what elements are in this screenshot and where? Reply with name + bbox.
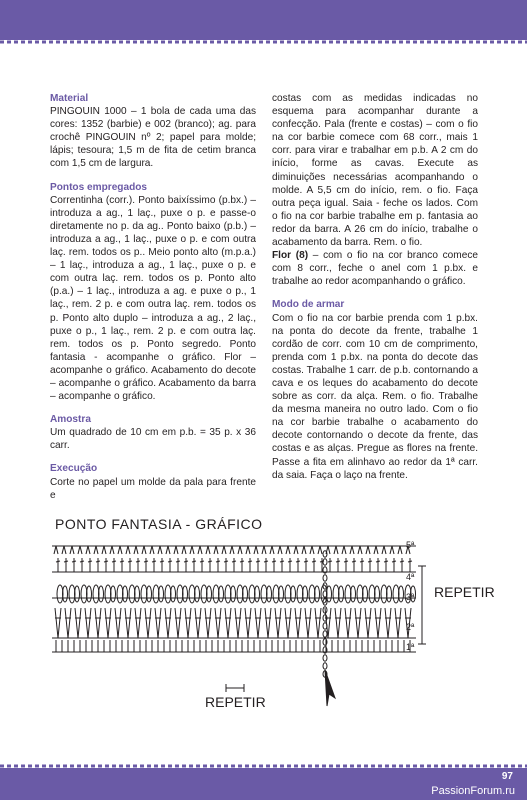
fan-stitch [342,546,344,554]
pontos-heading: Pontos empregados [50,181,148,193]
stitch-bar [328,561,332,562]
v-stitch [165,608,168,638]
fan-stitch [320,546,322,554]
fan-stitch [278,546,280,554]
fan-stitch [232,546,234,554]
fan-stitch [224,546,226,554]
row-label: 2ª [406,622,415,632]
chain-stitch [323,575,327,581]
stitch-bar [296,561,300,562]
chain-stitch [323,559,327,565]
fan-stitch [270,546,272,554]
v-stitch [138,608,141,638]
row-label: 4ª [406,572,415,582]
v-stitch [98,608,101,638]
fan-stitch [62,546,64,554]
fan-stitch [214,546,216,554]
fan-stitch [374,546,376,554]
v-stitch [75,608,78,638]
v-stitch [105,608,108,638]
fan-stitch [262,546,264,554]
v-stitch [58,608,61,638]
v-stitch [285,608,288,638]
v-stitch [185,608,188,638]
v-stitch [345,608,348,638]
stitch-bar [272,561,276,562]
v-stitch [268,608,271,638]
fan-stitch [142,546,144,554]
v-stitch [228,608,231,638]
material-heading: Material [50,93,89,104]
arrow-marker [325,670,335,706]
v-stitch [55,608,58,638]
fan-stitch [382,546,384,554]
v-stitch [145,608,148,638]
stitch-bar [240,561,244,562]
chain-stitch [323,655,327,661]
fan-stitch [310,546,312,554]
stitch-bar [216,561,220,562]
v-stitch [198,608,201,638]
v-stitch [188,608,191,638]
top-band [0,0,527,40]
fan-stitch [80,546,82,554]
stitch-bar [360,561,364,562]
stitch-bar [88,561,92,562]
row-label: 3ª [406,592,415,602]
v-stitch [85,608,88,638]
v-stitch [385,608,388,638]
fan-stitch [384,546,386,554]
v-stitch [305,608,308,638]
stitch-bar [152,561,156,562]
stitch-bar [248,561,252,562]
fan-stitch [318,546,320,554]
fan-stitch [70,546,72,554]
repeat-label-bottom: REPETIR [205,694,266,710]
chain-stitch [323,631,327,637]
v-stitch [235,608,238,638]
v-stitch [288,608,291,638]
fan-stitch [102,546,104,554]
v-stitch [265,608,268,638]
v-stitch [218,608,221,638]
fan-stitch [248,546,250,554]
fan-stitch [352,546,354,554]
fan-stitch [184,546,186,554]
fan-stitch [358,546,360,554]
fan-stitch [256,546,258,554]
v-stitch [158,608,161,638]
fan-stitch [64,546,66,554]
stitch-bar [192,561,196,562]
v-stitch [378,608,381,638]
stitch-bar [352,561,356,562]
stitch-bar [224,561,228,562]
v-stitch [318,608,321,638]
fan-stitch [190,546,192,554]
stitch-bar [280,561,284,562]
flor-label: Flor (8) [272,250,309,262]
fan-stitch [390,546,392,554]
stitch-bar [64,561,68,562]
v-stitch [298,608,301,638]
v-stitch [205,608,208,638]
fan-stitch [120,546,122,554]
v-stitch [278,608,281,638]
fan-stitch [288,546,290,554]
chain-stitch [323,663,327,669]
fan-stitch [134,546,136,554]
stitch-bar [136,561,140,562]
fan-stitch [112,546,114,554]
fan-stitch [328,546,330,554]
bottom-stitch-border [0,758,527,768]
execucao-text: Corte no papel um molde da pala para frente e [50,476,256,501]
fan-stitch [182,546,184,554]
stitch-bar [384,561,388,562]
amostra-text: Um quadrado de 10 cm em p.b. = 35 p. x 36 carr. [50,427,256,452]
stitch-bar [408,561,412,562]
v-stitch [355,608,358,638]
top-stitch-border [0,40,527,50]
page-number: 97 [501,771,513,782]
v-stitch [178,608,181,638]
v-stitch [135,608,138,638]
stitch-bar [104,561,108,562]
fan-stitch [376,546,378,554]
stitch-bar [368,561,372,562]
stitch-bar [304,561,308,562]
v-stitch [375,608,378,638]
v-stitch [108,608,111,638]
fan-stitch [136,546,138,554]
stitch-bar [80,561,84,562]
fan-stitch [240,546,242,554]
stitch-bar [208,561,212,562]
pontos-text: Correntinha (corr.). Ponto baixíssimo (p.bx.) – introduza a ag., 1 laç., puxe o p. e passe-o diretamente no p. da ag.. Ponto baixo (p.b.) – introduza a ag., 1 laç., puxe o p. e com outra laç. rem. todos os p.. Meio ponto alto (m.p.a.) – 1 laç., introduza a ag., 1 laç., puxe o p. e com outra laç. rem. todos os p. Ponto alto (p.a.) – 1 laç., introduza a ag. e puxe o p., 1 laç., rem. 2 p. e com outra laç. rem. todos os p. Ponto alto duplo – introduza a ag., 2 laç., puxe o p., 1 laç., rem. 2 p. e com outra laç. rem. todos os p. Ponto segredo. Ponto fantasia - acompanhe o gráfico. Flor – acompanhe o gráfico. Acabamento do decote – acompanhe o gráfico. Acabamento da barra – acompanhe o gráfico. [50,194,256,403]
v-stitch [338,608,341,638]
fan-stitch [302,546,304,554]
fan-stitch [110,546,112,554]
fan-stitch [312,546,314,554]
fan-stitch [160,546,162,554]
stitch-bar [376,561,380,562]
stitch-bar [336,561,340,562]
v-stitch [255,608,258,638]
v-stitch [148,608,151,638]
fan-stitch [392,546,394,554]
v-stitch [335,608,338,638]
v-stitch [115,608,118,638]
fan-stitch [272,546,274,554]
v-stitch [208,608,211,638]
fan-stitch [304,546,306,554]
fan-stitch [400,546,402,554]
fan-stitch [294,546,296,554]
stitch-bar [400,561,404,562]
stitch-bar [168,561,172,562]
fan-stitch [128,546,130,554]
stitch-bar [184,561,188,562]
fan-stitch [166,546,168,554]
stitch-bar [392,561,396,562]
stitch-bar [144,561,148,562]
chart-title: PONTO FANTASIA - GRÁFICO [55,516,263,532]
v-stitch [258,608,261,638]
fan-stitch [360,546,362,554]
fan-stitch [366,546,368,554]
fan-stitch [230,546,232,554]
fan-stitch [336,546,338,554]
v-stitch [388,608,391,638]
fan-stitch [296,546,298,554]
fan-stitch [158,546,160,554]
flor-text: – com o fio na cor branco comece com 8 corr., feche o anel com 1 p.bx. e trabalhe ao redor acompanhando o gráfico. [272,250,478,288]
right-column [272,92,478,482]
fan-stitch [104,546,106,554]
row-label: 1ª [406,642,415,652]
stitch-bar [56,561,60,562]
fan-stitch [152,546,154,554]
v-stitch [368,608,371,638]
fan-stitch [174,546,176,554]
fan-stitch [238,546,240,554]
v-stitch [118,608,121,638]
modo-heading: Modo de armar [272,299,345,311]
fan-stitch [192,546,194,554]
v-stitch [128,608,131,638]
v-stitch [248,608,251,638]
stitch-bar [200,561,204,562]
fan-stitch [144,546,146,554]
v-stitch [155,608,158,638]
execucao-continued-text: costas com as medidas indicadas no esquema para acompanhar durante a confecção. Pala (frente e costas) – com o fio na cor barbie comece com 68 corr., mais 1 corr. para virar e trabalhar em p.b. A 2 cm do início, forme as cavas. Execute as diminuições necessárias acompanhando o molde. A 5,5 cm do início, rem. o fio. Faça outra peça igual. Saia - feche os lados. Com o fio na cor barbie trabalhe em p. fantasia ao redor da barra. A 26 cm do início, trabalhe o acabamento da barra. Rem. o fio. [272,93,478,249]
stitch-bar [96,561,100,562]
fan-stitch [88,546,90,554]
modo-text: Com o fio na cor barbie prenda com 1 p.bx. na ponta do decote da frente, trabalhe 1 cordão de corr. com 10 cm de comprimento, prenda com 1 p.bx. na ponta do decote das costas. Trabalhe 1 carr. de p.b. contornando a cava e os leques do acabamento do decote sobre as corr. da alça. Rem. o fio. Trabalhe da mesma maneira no outro lado. Com o fio na cor barbie trabalhe o acabamento do decote contornando o decote da frente, das costas e as alças. Pregue as flores na frente. Passe a fita em alinhavo ao redor da 1ª carr. da saia. Faça o laço na frente. [272,312,478,481]
v-stitch [365,608,368,638]
v-stitch [215,608,218,638]
fan-stitch [206,546,208,554]
stitch-bar [264,561,268,562]
fan-stitch [246,546,248,554]
fan-stitch [150,546,152,554]
v-stitch [238,608,241,638]
fan-stitch [86,546,88,554]
v-stitch [295,608,298,638]
fan-stitch [216,546,218,554]
v-stitch [125,608,128,638]
crochet-chart-diagram [40,512,500,722]
fan-stitch [368,546,370,554]
stitch-bar [312,561,316,562]
execucao-heading: Execução [50,463,98,475]
v-stitch [308,608,311,638]
stitch-bar [176,561,180,562]
fan-stitch [118,546,120,554]
fan-stitch [72,546,74,554]
fan-stitch [286,546,288,554]
v-stitch [225,608,228,638]
v-stitch [315,608,318,638]
fan-stitch [350,546,352,554]
fan-stitch [94,546,96,554]
fan-stitch [344,546,346,554]
v-stitch [195,608,198,638]
fan-stitch [334,546,336,554]
fan-stitch [96,546,98,554]
v-stitch [95,608,98,638]
v-stitch [65,608,68,638]
stitch-bar [120,561,124,562]
v-stitch [358,608,361,638]
row-label: 5ª [406,540,415,550]
v-stitch [175,608,178,638]
v-stitch [88,608,91,638]
v-stitch [348,608,351,638]
fan-stitch [208,546,210,554]
fan-stitch [78,546,80,554]
stitch-bar [256,561,260,562]
left-column [50,92,256,502]
stitch-bar [112,561,116,562]
fan-stitch [254,546,256,554]
v-stitch [68,608,71,638]
v-stitch [328,608,331,638]
v-stitch [78,608,81,638]
stitch-bar [160,561,164,562]
fan-stitch [54,546,56,554]
v-stitch [275,608,278,638]
fan-stitch [200,546,202,554]
fan-stitch [126,546,128,554]
v-stitch [168,608,171,638]
fan-stitch [56,546,58,554]
material-text: PINGOUIN 1000 – 1 bola de cada uma das cores: 1352 (barbie) e 002 (branco); ag. para crochê PINGOUIN nº 2; papel para molde; lápis; tesoura; 1,5 m de fita de cetim branca com 1,5 cm de largura. [50,106,256,170]
fan-stitch [264,546,266,554]
fan-stitch [198,546,200,554]
stitch-bar [232,561,236,562]
v-stitch [245,608,248,638]
fan-stitch [398,546,400,554]
stitch-bar [128,561,132,562]
fan-stitch [176,546,178,554]
amostra-heading: Amostra [50,414,91,426]
fan-stitch [222,546,224,554]
repeat-label-right: REPETIR [434,584,495,600]
flor-paragraph [272,249,478,288]
watermark: PassionForum.ru [431,785,515,797]
fan-stitch [168,546,170,554]
stitch-bar [288,561,292,562]
v-stitch [395,608,398,638]
fan-stitch [280,546,282,554]
stitch-bar [72,561,76,562]
v-stitch [398,608,401,638]
stitch-bar [344,561,348,562]
